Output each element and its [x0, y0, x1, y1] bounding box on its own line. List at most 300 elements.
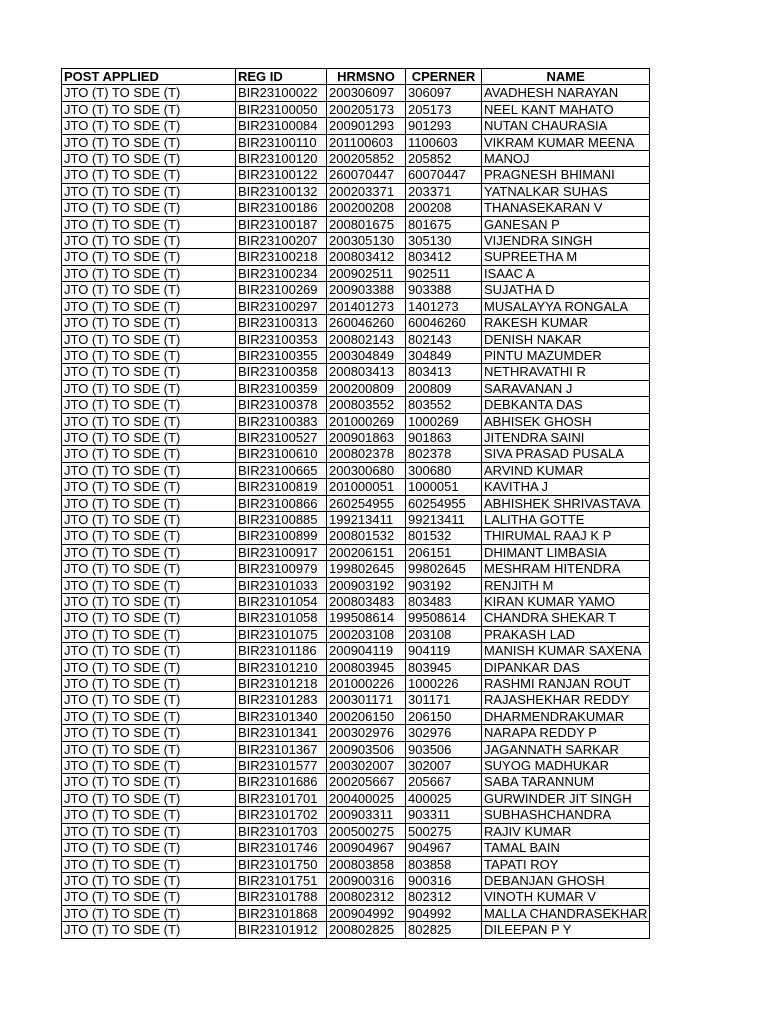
table-row [62, 676, 650, 692]
table-row [62, 659, 650, 675]
cell-reg-id: BIR23100917 [236, 544, 327, 560]
cell-post-applied: JTO (T) TO SDE (T) [62, 265, 236, 281]
table-row [62, 265, 650, 281]
table-row [62, 134, 650, 150]
cell-cperner: 904967 [406, 840, 482, 856]
cell-reg-id: BIR23101075 [236, 626, 327, 642]
cell-hrmsno: 200305130 [327, 233, 406, 249]
cell-cperner: 301171 [406, 692, 482, 708]
cell-reg-id: BIR23101033 [236, 577, 327, 593]
cell-cperner: 802825 [406, 922, 482, 938]
cell-post-applied: JTO (T) TO SDE (T) [62, 511, 236, 527]
cell-post-applied: JTO (T) TO SDE (T) [62, 364, 236, 380]
cell-post-applied: JTO (T) TO SDE (T) [62, 872, 236, 888]
cell-name: KIRAN KUMAR YAMO [482, 594, 650, 610]
table-row [62, 347, 650, 363]
cell-cperner: 205667 [406, 774, 482, 790]
cell-post-applied: JTO (T) TO SDE (T) [62, 758, 236, 774]
cell-post-applied: JTO (T) TO SDE (T) [62, 167, 236, 183]
cell-name: ISAAC A [482, 265, 650, 281]
cell-post-applied: JTO (T) TO SDE (T) [62, 790, 236, 806]
table-row [62, 577, 650, 593]
cell-name: RAKESH KUMAR [482, 315, 650, 331]
cell-hrmsno: 200900316 [327, 872, 406, 888]
table-row [62, 183, 650, 199]
cell-post-applied: JTO (T) TO SDE (T) [62, 692, 236, 708]
cell-reg-id: BIR23100022 [236, 85, 327, 101]
cell-post-applied: JTO (T) TO SDE (T) [62, 577, 236, 593]
header-cperner: CPERNER [406, 69, 482, 85]
cell-cperner: 803412 [406, 249, 482, 265]
cell-reg-id: BIR23100050 [236, 101, 327, 117]
cell-reg-id: BIR23101340 [236, 708, 327, 724]
cell-reg-id: BIR23101702 [236, 807, 327, 823]
cell-hrmsno: 260070447 [327, 167, 406, 183]
table-row [62, 200, 650, 216]
cell-cperner: 803858 [406, 856, 482, 872]
cell-hrmsno: 200205667 [327, 774, 406, 790]
cell-reg-id: BIR23101751 [236, 872, 327, 888]
cell-name: JITENDRA SAINI [482, 429, 650, 445]
cell-post-applied: JTO (T) TO SDE (T) [62, 676, 236, 692]
table-row [62, 511, 650, 527]
cell-hrmsno: 200903388 [327, 282, 406, 298]
cell-reg-id: BIR23100120 [236, 151, 327, 167]
cell-name: AVADHESH NARAYAN [482, 85, 650, 101]
cell-hrmsno: 200302007 [327, 758, 406, 774]
cell-post-applied: JTO (T) TO SDE (T) [62, 495, 236, 511]
cell-hrmsno: 201000051 [327, 479, 406, 495]
cell-hrmsno: 200200208 [327, 200, 406, 216]
cell-hrmsno: 200306097 [327, 85, 406, 101]
cell-cperner: 302976 [406, 725, 482, 741]
cell-hrmsno: 200901863 [327, 429, 406, 445]
cell-name: PRAGNESH BHIMANI [482, 167, 650, 183]
cell-hrmsno: 200500275 [327, 823, 406, 839]
cell-name: ABHISHEK SHRIVASTAVA [482, 495, 650, 511]
cell-reg-id: BIR23100979 [236, 561, 327, 577]
cell-hrmsno: 199213411 [327, 511, 406, 527]
cell-reg-id: BIR23100084 [236, 118, 327, 134]
table-row [62, 790, 650, 806]
cell-cperner: 99802645 [406, 561, 482, 577]
cell-hrmsno: 200904967 [327, 840, 406, 856]
cell-cperner: 1000269 [406, 413, 482, 429]
cell-cperner: 900316 [406, 872, 482, 888]
cell-hrmsno: 200903506 [327, 741, 406, 757]
cell-reg-id: BIR23100355 [236, 347, 327, 363]
cell-name: GANESAN P [482, 216, 650, 232]
cell-reg-id: BIR23100122 [236, 167, 327, 183]
cell-hrmsno: 200302976 [327, 725, 406, 741]
cell-post-applied: JTO (T) TO SDE (T) [62, 626, 236, 642]
table-row [62, 643, 650, 659]
cell-hrmsno: 260254955 [327, 495, 406, 511]
cell-post-applied: JTO (T) TO SDE (T) [62, 708, 236, 724]
cell-name: PINTU MAZUMDER [482, 347, 650, 363]
cell-hrmsno: 201401273 [327, 298, 406, 314]
cell-reg-id: BIR23101703 [236, 823, 327, 839]
cell-hrmsno: 200802378 [327, 446, 406, 462]
cell-post-applied: JTO (T) TO SDE (T) [62, 462, 236, 478]
cell-name: DEBKANTA DAS [482, 397, 650, 413]
header-row [62, 69, 650, 85]
table-row [62, 298, 650, 314]
cell-name: LALITHA GOTTE [482, 511, 650, 527]
cell-cperner: 203371 [406, 183, 482, 199]
cell-hrmsno: 200803945 [327, 659, 406, 675]
table-header [62, 69, 650, 85]
cell-post-applied: JTO (T) TO SDE (T) [62, 823, 236, 839]
cell-hrmsno: 200300680 [327, 462, 406, 478]
table-row [62, 594, 650, 610]
cell-post-applied: JTO (T) TO SDE (T) [62, 298, 236, 314]
cell-post-applied: JTO (T) TO SDE (T) [62, 544, 236, 560]
table-row [62, 413, 650, 429]
table-row [62, 282, 650, 298]
table-row [62, 626, 650, 642]
cell-name: SUYOG MADHUKAR [482, 758, 650, 774]
cell-reg-id: BIR23100234 [236, 265, 327, 281]
cell-name: MALLA CHANDRASEKHAR [482, 905, 650, 921]
table-row [62, 610, 650, 626]
cell-hrmsno: 200802312 [327, 889, 406, 905]
cell-cperner: 802378 [406, 446, 482, 462]
table-row [62, 397, 650, 413]
cell-name: SUBHASHCHANDRA [482, 807, 650, 823]
cell-reg-id: BIR23101210 [236, 659, 327, 675]
cell-hrmsno: 200200809 [327, 380, 406, 396]
cell-name: MANISH KUMAR SAXENA [482, 643, 650, 659]
cell-cperner: 903311 [406, 807, 482, 823]
cell-reg-id: BIR23101186 [236, 643, 327, 659]
cell-cperner: 801675 [406, 216, 482, 232]
cell-reg-id: BIR23101577 [236, 758, 327, 774]
cell-post-applied: JTO (T) TO SDE (T) [62, 479, 236, 495]
cell-hrmsno: 201000226 [327, 676, 406, 692]
cell-cperner: 901293 [406, 118, 482, 134]
cell-reg-id: BIR23101367 [236, 741, 327, 757]
promotion-applicants-table [61, 68, 650, 939]
header-hrmsno: HRMSNO [327, 69, 406, 85]
cell-hrmsno: 200802143 [327, 331, 406, 347]
cell-post-applied: JTO (T) TO SDE (T) [62, 315, 236, 331]
table-row [62, 446, 650, 462]
cell-cperner: 903192 [406, 577, 482, 593]
table-body [62, 85, 650, 938]
cell-reg-id: BIR23100110 [236, 134, 327, 150]
cell-name: DENISH NAKAR [482, 331, 650, 347]
cell-name: SARAVANAN J [482, 380, 650, 396]
cell-reg-id: BIR23101788 [236, 889, 327, 905]
cell-name: TAMAL BAIN [482, 840, 650, 856]
cell-cperner: 300680 [406, 462, 482, 478]
cell-post-applied: JTO (T) TO SDE (T) [62, 429, 236, 445]
cell-post-applied: JTO (T) TO SDE (T) [62, 397, 236, 413]
cell-cperner: 803413 [406, 364, 482, 380]
cell-hrmsno: 200301171 [327, 692, 406, 708]
cell-cperner: 500275 [406, 823, 482, 839]
cell-hrmsno: 200803552 [327, 397, 406, 413]
cell-reg-id: BIR23100899 [236, 528, 327, 544]
cell-cperner: 801532 [406, 528, 482, 544]
cell-reg-id: BIR23101054 [236, 594, 327, 610]
cell-name: ABHISEK GHOSH [482, 413, 650, 429]
table-row [62, 922, 650, 938]
cell-post-applied: JTO (T) TO SDE (T) [62, 528, 236, 544]
table-row [62, 561, 650, 577]
table-row [62, 216, 650, 232]
cell-name: RAJASHEKHAR REDDY [482, 692, 650, 708]
cell-name: SUPREETHA M [482, 249, 650, 265]
table-row [62, 725, 650, 741]
header-post-applied: POST APPLIED [62, 69, 236, 85]
cell-post-applied: JTO (T) TO SDE (T) [62, 561, 236, 577]
cell-post-applied: JTO (T) TO SDE (T) [62, 183, 236, 199]
cell-reg-id: BIR23100207 [236, 233, 327, 249]
cell-hrmsno: 201000269 [327, 413, 406, 429]
cell-cperner: 1000226 [406, 676, 482, 692]
cell-cperner: 206151 [406, 544, 482, 560]
cell-reg-id: BIR23100353 [236, 331, 327, 347]
cell-post-applied: JTO (T) TO SDE (T) [62, 905, 236, 921]
table-row [62, 429, 650, 445]
cell-reg-id: BIR23100186 [236, 200, 327, 216]
table-row [62, 758, 650, 774]
cell-cperner: 200809 [406, 380, 482, 396]
cell-post-applied: JTO (T) TO SDE (T) [62, 249, 236, 265]
cell-hrmsno: 200801532 [327, 528, 406, 544]
cell-name: ARVIND KUMAR [482, 462, 650, 478]
table-row [62, 462, 650, 478]
cell-cperner: 60046260 [406, 315, 482, 331]
cell-cperner: 901863 [406, 429, 482, 445]
cell-post-applied: JTO (T) TO SDE (T) [62, 840, 236, 856]
cell-post-applied: JTO (T) TO SDE (T) [62, 807, 236, 823]
table-row [62, 249, 650, 265]
table-row [62, 479, 650, 495]
table-row [62, 708, 650, 724]
cell-post-applied: JTO (T) TO SDE (T) [62, 594, 236, 610]
cell-cperner: 803945 [406, 659, 482, 675]
cell-hrmsno: 200803412 [327, 249, 406, 265]
table-row [62, 544, 650, 560]
table-row [62, 167, 650, 183]
cell-hrmsno: 199802645 [327, 561, 406, 577]
table-row [62, 807, 650, 823]
table-row [62, 692, 650, 708]
table-row [62, 856, 650, 872]
table-row [62, 331, 650, 347]
cell-post-applied: JTO (T) TO SDE (T) [62, 643, 236, 659]
cell-name: GURWINDER JIT SINGH [482, 790, 650, 806]
cell-cperner: 99213411 [406, 511, 482, 527]
cell-hrmsno: 200803858 [327, 856, 406, 872]
cell-name: MUSALAYYA RONGALA [482, 298, 650, 314]
cell-post-applied: JTO (T) TO SDE (T) [62, 85, 236, 101]
cell-reg-id: BIR23100383 [236, 413, 327, 429]
cell-hrmsno: 200803483 [327, 594, 406, 610]
cell-post-applied: JTO (T) TO SDE (T) [62, 331, 236, 347]
cell-cperner: 1401273 [406, 298, 482, 314]
cell-cperner: 205173 [406, 101, 482, 117]
cell-cperner: 305130 [406, 233, 482, 249]
cell-hrmsno: 201100603 [327, 134, 406, 150]
table-row [62, 528, 650, 544]
cell-name: YATNALKAR SUHAS [482, 183, 650, 199]
table-row [62, 889, 650, 905]
cell-hrmsno: 200203371 [327, 183, 406, 199]
cell-cperner: 306097 [406, 85, 482, 101]
cell-hrmsno: 200802825 [327, 922, 406, 938]
cell-cperner: 903506 [406, 741, 482, 757]
cell-name: TAPATI ROY [482, 856, 650, 872]
cell-reg-id: BIR23101701 [236, 790, 327, 806]
cell-post-applied: JTO (T) TO SDE (T) [62, 856, 236, 872]
cell-cperner: 1100603 [406, 134, 482, 150]
cell-name: NETHRAVATHI R [482, 364, 650, 380]
cell-cperner: 802143 [406, 331, 482, 347]
cell-post-applied: JTO (T) TO SDE (T) [62, 741, 236, 757]
cell-reg-id: BIR23100378 [236, 397, 327, 413]
cell-name: DIPANKAR DAS [482, 659, 650, 675]
cell-cperner: 60070447 [406, 167, 482, 183]
cell-cperner: 205852 [406, 151, 482, 167]
cell-name: SABA TARANNUM [482, 774, 650, 790]
cell-name: RASHMI RANJAN ROUT [482, 676, 650, 692]
cell-name: DHIMANT LIMBASIA [482, 544, 650, 560]
cell-hrmsno: 200803413 [327, 364, 406, 380]
cell-reg-id: BIR23100313 [236, 315, 327, 331]
cell-hrmsno: 200902511 [327, 265, 406, 281]
cell-reg-id: BIR23100527 [236, 429, 327, 445]
cell-post-applied: JTO (T) TO SDE (T) [62, 725, 236, 741]
cell-post-applied: JTO (T) TO SDE (T) [62, 134, 236, 150]
table-row [62, 315, 650, 331]
cell-cperner: 200208 [406, 200, 482, 216]
cell-reg-id: BIR23101686 [236, 774, 327, 790]
table-row [62, 905, 650, 921]
cell-name: KAVITHA J [482, 479, 650, 495]
cell-cperner: 1000051 [406, 479, 482, 495]
cell-name: THANASEKARAN V [482, 200, 650, 216]
table-row [62, 118, 650, 134]
cell-post-applied: JTO (T) TO SDE (T) [62, 922, 236, 938]
cell-name: THIRUMAL RAAJ K P [482, 528, 650, 544]
table-row [62, 380, 650, 396]
cell-hrmsno: 200903311 [327, 807, 406, 823]
cell-hrmsno: 200203108 [327, 626, 406, 642]
table-row [62, 741, 650, 757]
cell-name: MESHRAM HITENDRA [482, 561, 650, 577]
cell-hrmsno: 199508614 [327, 610, 406, 626]
cell-cperner: 206150 [406, 708, 482, 724]
table-row [62, 233, 650, 249]
cell-hrmsno: 200304849 [327, 347, 406, 363]
cell-name: RAJIV KUMAR [482, 823, 650, 839]
cell-reg-id: BIR23101750 [236, 856, 327, 872]
cell-name: CHANDRA SHEKAR T [482, 610, 650, 626]
cell-name: RENJITH M [482, 577, 650, 593]
cell-post-applied: JTO (T) TO SDE (T) [62, 446, 236, 462]
header-reg-id: REG ID [236, 69, 327, 85]
cell-reg-id: BIR23100297 [236, 298, 327, 314]
cell-reg-id: BIR23100885 [236, 511, 327, 527]
cell-cperner: 400025 [406, 790, 482, 806]
cell-name: DHARMENDRAKUMAR [482, 708, 650, 724]
cell-reg-id: BIR23101341 [236, 725, 327, 741]
table-row [62, 495, 650, 511]
cell-name: SUJATHA D [482, 282, 650, 298]
cell-reg-id: BIR23101283 [236, 692, 327, 708]
header-name: NAME [482, 69, 650, 85]
cell-cperner: 203108 [406, 626, 482, 642]
cell-reg-id: BIR23100187 [236, 216, 327, 232]
cell-post-applied: JTO (T) TO SDE (T) [62, 889, 236, 905]
cell-hrmsno: 200901293 [327, 118, 406, 134]
cell-hrmsno: 200903192 [327, 577, 406, 593]
cell-hrmsno: 260046260 [327, 315, 406, 331]
cell-post-applied: JTO (T) TO SDE (T) [62, 282, 236, 298]
table-row [62, 101, 650, 117]
cell-name: DILEEPAN P Y [482, 922, 650, 938]
cell-cperner: 903388 [406, 282, 482, 298]
table-row [62, 85, 650, 101]
cell-cperner: 904119 [406, 643, 482, 659]
cell-name: VIKRAM KUMAR MEENA [482, 134, 650, 150]
cell-reg-id: BIR23100358 [236, 364, 327, 380]
cell-cperner: 302007 [406, 758, 482, 774]
cell-reg-id: BIR23100866 [236, 495, 327, 511]
cell-hrmsno: 200205173 [327, 101, 406, 117]
cell-hrmsno: 200400025 [327, 790, 406, 806]
table-row [62, 823, 650, 839]
cell-reg-id: BIR23101218 [236, 676, 327, 692]
cell-reg-id: BIR23100665 [236, 462, 327, 478]
cell-hrmsno: 200206151 [327, 544, 406, 560]
cell-name: NARAPA REDDY P [482, 725, 650, 741]
cell-hrmsno: 200206150 [327, 708, 406, 724]
cell-post-applied: JTO (T) TO SDE (T) [62, 118, 236, 134]
cell-post-applied: JTO (T) TO SDE (T) [62, 200, 236, 216]
cell-cperner: 60254955 [406, 495, 482, 511]
cell-reg-id: BIR23100132 [236, 183, 327, 199]
cell-name: DEBANJAN GHOSH [482, 872, 650, 888]
cell-reg-id: BIR23101058 [236, 610, 327, 626]
cell-name: NEEL KANT MAHATO [482, 101, 650, 117]
cell-reg-id: BIR23101746 [236, 840, 327, 856]
cell-reg-id: BIR23101868 [236, 905, 327, 921]
cell-cperner: 803552 [406, 397, 482, 413]
table-row [62, 151, 650, 167]
cell-post-applied: JTO (T) TO SDE (T) [62, 610, 236, 626]
cell-post-applied: JTO (T) TO SDE (T) [62, 380, 236, 396]
cell-reg-id: BIR23100819 [236, 479, 327, 495]
cell-reg-id: BIR23100218 [236, 249, 327, 265]
cell-name: VINOTH KUMAR V [482, 889, 650, 905]
cell-cperner: 304849 [406, 347, 482, 363]
cell-post-applied: JTO (T) TO SDE (T) [62, 774, 236, 790]
cell-hrmsno: 200904119 [327, 643, 406, 659]
table-row [62, 840, 650, 856]
cell-reg-id: BIR23100269 [236, 282, 327, 298]
cell-cperner: 99508614 [406, 610, 482, 626]
cell-name: MANOJ [482, 151, 650, 167]
cell-cperner: 902511 [406, 265, 482, 281]
cell-name: NUTAN CHAURASIA [482, 118, 650, 134]
table-row [62, 872, 650, 888]
cell-post-applied: JTO (T) TO SDE (T) [62, 659, 236, 675]
